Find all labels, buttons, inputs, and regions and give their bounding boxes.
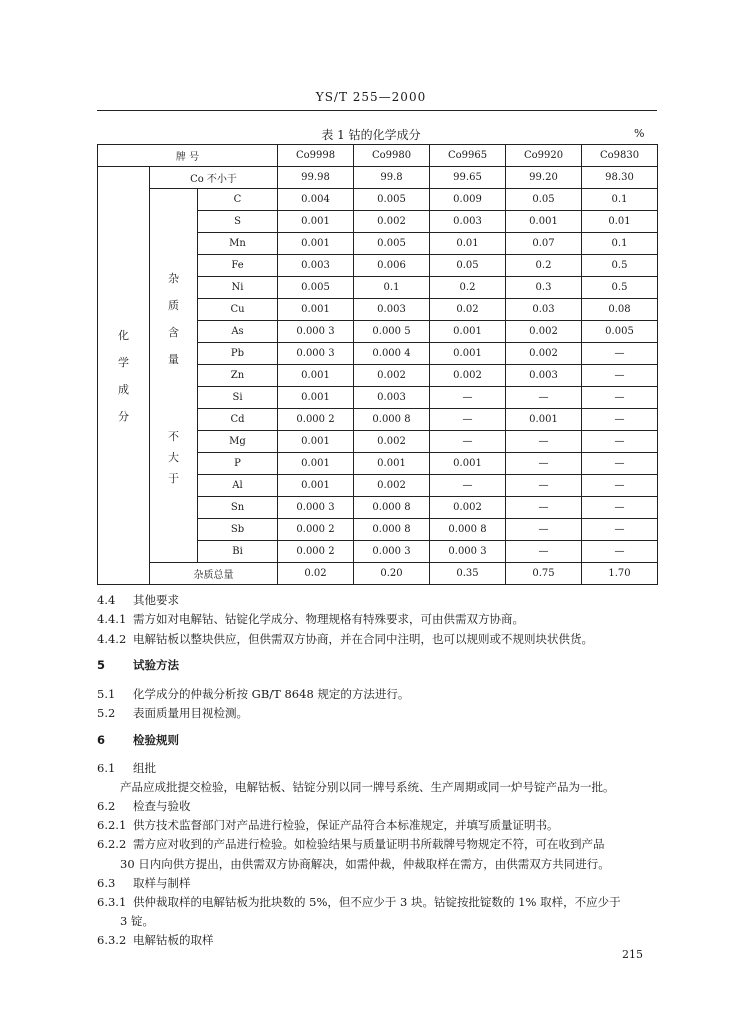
total-label-cell: 杂质总量 [150,563,278,585]
section-number: 6.1 [97,761,116,775]
chemical-composition-table [97,144,658,585]
element-value-cell: 0.03 [506,299,582,321]
brand-label-cell: 牌 号 [98,145,278,167]
element-value-cell: 0.005 [354,189,430,211]
element-value-cell: 0.000 3 [278,343,354,365]
section-paragraph [97,798,191,814]
co-label-cell [150,167,278,189]
element-value-cell: 0.002 [354,365,430,387]
element-value-cell: 0.001 [278,233,354,255]
element-value-cell: — [506,475,582,497]
header-rule [97,110,657,111]
section-number: 6.2.2 [97,837,127,851]
element-value-cell: — [430,387,506,409]
section-number: 6.3.2 [97,933,127,947]
element-value-cell: — [582,541,658,563]
header-row [98,145,658,167]
element-value-cell: 0.2 [506,255,582,277]
brand-cell: Co9830 [582,145,658,167]
element-value-cell: 0.001 [278,365,354,387]
element-symbol-cell: As [198,321,278,343]
element-value-cell: 0.004 [278,189,354,211]
element-value-cell: — [506,431,582,453]
element-value-cell: 0.01 [430,233,506,255]
section-text: 取样与制样 [133,876,191,890]
element-value-cell: — [506,541,582,563]
element-value-cell: — [430,409,506,431]
element-value-cell: 0.000 8 [354,497,430,519]
side-label-char: 分 [118,409,129,423]
element-value-cell: 0.001 [278,299,354,321]
section-heading [97,732,179,748]
section-text: 3 锭。 [120,914,154,928]
element-value-cell: — [582,519,658,541]
element-value-cell: — [430,475,506,497]
impurity-label-char: 含 [168,326,179,339]
element-value-cell: 0.001 [278,475,354,497]
element-symbol-cell: C [198,189,278,211]
element-value-cell: — [582,343,658,365]
section-text: 供仲裁取样的电解钴板为批块数的 5%，但不应少于 3 块。钴锭按批锭数的 1% 取样，不应少于 [133,895,621,909]
section-number: 5.1 [97,687,116,701]
section-number: 6.3.1 [97,895,127,909]
section-number: 4.4.2 [97,632,127,646]
element-value-cell: 0.001 [430,343,506,365]
section-number: 5.2 [97,706,116,720]
element-value-cell: 0.000 4 [354,343,430,365]
element-value-cell: 0.005 [278,277,354,299]
co-value-cell: 99.65 [430,167,506,189]
element-value-cell: 0.002 [354,211,430,233]
section-number: 4.4.1 [97,612,127,626]
section-number: 6.2.1 [97,818,127,832]
total-value-cell: 0.02 [278,563,354,585]
element-value-cell: 0.001 [506,211,582,233]
element-value-cell: 0.001 [278,453,354,475]
element-value-cell: 0.006 [354,255,430,277]
element-value-cell: 0.002 [354,431,430,453]
element-symbol-cell: Pb [198,343,278,365]
element-value-cell: 0.05 [506,189,582,211]
element-value-cell: 0.001 [354,453,430,475]
element-value-cell: 0.002 [354,475,430,497]
section-text: 供方技术监督部门对产品进行检验，保证产品符合本标准规定，并填写质量证明书。 [133,818,559,832]
not-more-label-char: 大 [168,451,179,464]
element-value-cell: — [506,453,582,475]
brand-cell: Co9965 [430,145,506,167]
co-value-cell: 99.8 [354,167,430,189]
element-value-cell: 0.003 [506,365,582,387]
element-value-cell: 0.000 8 [430,519,506,541]
section-number: 6.2 [97,799,116,813]
element-value-cell: 0.002 [506,321,582,343]
co-value-cell: 99.98 [278,167,354,189]
not-more-label-char: 于 [168,472,179,485]
section-paragraph [120,913,154,929]
element-value-cell: — [582,453,658,475]
section-number: 5 [97,658,106,672]
element-value-cell: 0.005 [582,321,658,343]
element-value-cell: 0.3 [506,277,582,299]
element-value-cell: — [582,387,658,409]
co-label: Co [190,174,204,185]
section-paragraph [97,894,621,910]
element-symbol-cell: Sb [198,519,278,541]
element-value-cell: — [582,475,658,497]
section-paragraph [120,779,615,795]
element-symbol-cell: S [198,211,278,233]
element-value-cell: 0.000 3 [430,541,506,563]
section-text: 需方应对收到的产品进行检验。如检验结果与质量证明书所载牌号物规定不符，可在收到产品 [133,837,605,851]
element-value-cell: 0.01 [582,211,658,233]
section-paragraph [97,875,191,891]
element-value-cell: 0.08 [582,299,658,321]
section-text: 电解钴板以整块供应，但供需双方协商，并在合同中注明，也可以规则或不规则块状供货。 [133,632,593,646]
element-value-cell: 0.001 [430,453,506,475]
element-value-cell: 0.001 [278,211,354,233]
element-value-cell: 0.000 8 [354,519,430,541]
element-symbol-cell: P [198,453,278,475]
co-value-cell: 99.20 [506,167,582,189]
element-value-cell: — [582,365,658,387]
element-value-cell: 0.001 [506,409,582,431]
section-text: 检验规则 [133,733,179,747]
section-text: 30 日内向供方提出，由供需双方协商解决，如需仲裁，仲裁取样在需方，由供需双方共同进行。 [120,857,610,871]
co-row [98,167,658,189]
element-symbol-cell: Mn [198,233,278,255]
co-qualifier: 不小于 [206,174,237,185]
co-value-cell: 98.30 [582,167,658,189]
element-value-cell: — [506,519,582,541]
element-value-cell: 0.001 [278,387,354,409]
element-value-cell: — [506,387,582,409]
element-value-cell: — [582,497,658,519]
element-symbol-cell: Mg [198,431,278,453]
element-value-cell: 0.000 3 [278,497,354,519]
element-value-cell: 0.000 2 [278,541,354,563]
element-symbol-cell: Cu [198,299,278,321]
element-value-cell: 0.003 [278,255,354,277]
not-more-label-char: 不 [168,430,179,443]
element-row [98,189,658,211]
element-value-cell: 0.000 2 [278,409,354,431]
side-label-cell [98,167,150,585]
section-text: 产品应成批提交检验，电解钴板、钴锭分别以同一牌号系统、生产周期或同一炉号锭产品为一批。 [120,780,615,794]
element-symbol-cell: Sn [198,497,278,519]
section-paragraph [97,817,559,833]
impurity-label-char: 质 [168,299,179,312]
side-label-char: 学 [118,355,129,369]
page-number: 215 [622,948,643,961]
section-heading [97,657,179,673]
brand-cell: Co9920 [506,145,582,167]
element-value-cell: 0.003 [354,387,430,409]
total-value-cell: 1.70 [582,563,658,585]
total-value-cell: 0.20 [354,563,430,585]
section-paragraph [97,592,179,608]
element-value-cell: 0.1 [582,189,658,211]
section-paragraph [97,836,605,852]
element-value-cell: 0.002 [430,497,506,519]
section-text: 电解钴板的取样 [133,933,214,947]
element-value-cell: 0.009 [430,189,506,211]
section-text: 其他要求 [133,593,179,607]
element-value-cell: — [506,497,582,519]
element-value-cell: — [582,431,658,453]
total-row [98,563,658,585]
page-header: YS/T 255—2000 [315,90,427,104]
element-value-cell: 0.002 [430,365,506,387]
element-symbol-cell: Si [198,387,278,409]
element-value-cell: 0.1 [582,233,658,255]
brand-cell: Co9998 [278,145,354,167]
element-symbol-cell: Fe [198,255,278,277]
element-symbol-cell: Zn [198,365,278,387]
element-value-cell: 0.000 5 [354,321,430,343]
section-text: 试验方法 [133,658,179,672]
impurity-label-char: 量 [168,353,179,366]
impurity-label-char: 杂 [168,272,179,285]
section-number: 4.4 [97,593,116,607]
element-value-cell: 0.2 [430,277,506,299]
table-title: 表 1 钴的化学成分 [321,128,421,142]
table-unit: % [634,127,645,140]
section-number: 6.3 [97,876,116,890]
section-paragraph [97,686,409,702]
element-value-cell: 0.001 [430,321,506,343]
element-symbol-cell: Ni [198,277,278,299]
section-paragraph [120,856,610,872]
element-value-cell: 0.1 [354,277,430,299]
element-value-cell: 0.003 [354,299,430,321]
element-value-cell: — [582,409,658,431]
element-value-cell: 0.02 [430,299,506,321]
element-value-cell: 0.000 3 [278,321,354,343]
element-value-cell: — [430,431,506,453]
section-text: 表面质量用目视检测。 [133,706,248,720]
element-value-cell: 0.000 2 [278,519,354,541]
element-value-cell: 0.003 [430,211,506,233]
side-label-char: 化 [118,328,129,342]
element-symbol-cell: Bi [198,541,278,563]
section-paragraph [97,705,248,721]
section-paragraph [97,932,214,948]
element-value-cell: 0.5 [582,255,658,277]
element-value-cell: 0.05 [430,255,506,277]
impurity-label-cell [150,189,198,563]
total-value-cell: 0.35 [430,563,506,585]
section-paragraph [97,631,593,647]
element-value-cell: 0.005 [354,233,430,255]
element-symbol-cell: Al [198,475,278,497]
element-value-cell: 0.000 8 [354,409,430,431]
section-paragraph [97,760,156,776]
section-paragraph [97,611,524,627]
section-number: 6 [97,733,106,747]
section-text: 组批 [133,761,156,775]
element-value-cell: 0.001 [278,431,354,453]
element-value-cell: 0.002 [506,343,582,365]
element-value-cell: 0.07 [506,233,582,255]
brand-cell: Co9980 [354,145,430,167]
section-text: 化学成分的仲裁分析按 GB/T 8648 规定的方法进行。 [133,687,410,701]
side-label-char: 成 [118,382,129,396]
element-symbol-cell: Cd [198,409,278,431]
element-value-cell: 0.5 [582,277,658,299]
section-text: 检查与验收 [133,799,191,813]
section-text: 需方如对电解钴、钴锭化学成分、物理规格有特殊要求，可由供需双方协商。 [133,612,524,626]
total-value-cell: 0.75 [506,563,582,585]
element-value-cell: 0.000 3 [354,541,430,563]
